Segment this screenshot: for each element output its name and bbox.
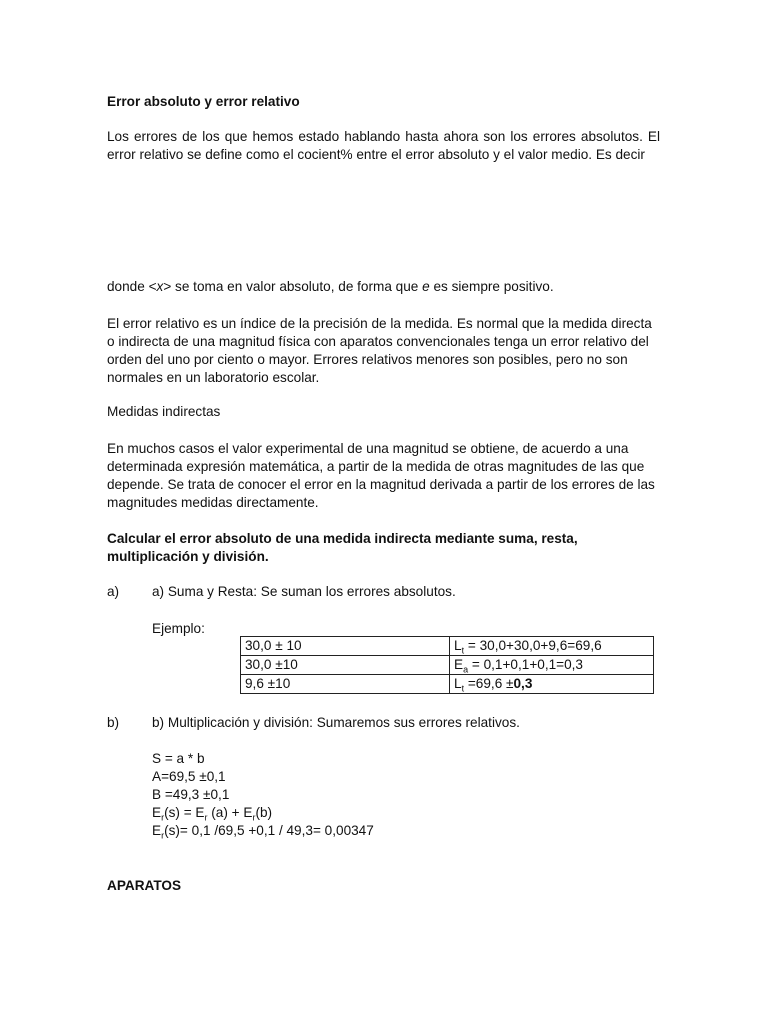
table-cell: $E_a = 0,1+0,1+0,1=0,3$ — [450, 656, 654, 675]
list-marker: a) — [107, 584, 120, 599]
table-row — [241, 637, 654, 656]
formula-line: B =49,3 ±0,1 — [152, 787, 230, 802]
formula-line: $E_r(s) = E_r$ $(a) + E_r(b)$ — [152, 805, 273, 823]
table-row — [241, 675, 654, 694]
table-cell: 9,6 ±10 — [241, 675, 450, 694]
aparatos-heading: APARATOS — [107, 878, 182, 893]
ejemplo-label: Ejemplo: — [152, 621, 205, 636]
paragraph-error-relativo: El error relativo es un índice de la precisión de la medida. Es normal que la medida directa o indirecta de una magnitud física con aparatos convencionales tenga un error relativo del orden del uno por ciento o mayor. Errores relativos menores son posibles, pero no son normales en un laboratorio escolar. — [107, 316, 652, 385]
page-title: Error absoluto y error relativo — [107, 94, 300, 109]
list-item-text: a) Suma y Resta: Se suman los errores absolutos. — [152, 584, 456, 599]
paragraph-donde: donde <x> se toma en valor absoluto, de forma que e es siempre positivo. — [107, 279, 554, 294]
table-cell: $L_t =69,6 \pm 0,3$ — [450, 675, 654, 694]
formula-line: S = a * b — [152, 751, 205, 766]
paragraph-medidas-indirectas: En muchos casos el valor experimental de una magnitud se obtiene, de acuerdo a una determinada expresión matemática, a partir de la medida de otras magnitudes de las que depende. Se trata de conocer el error en la magnitud derivada a partir de los errores de las magnitudes medidas directamente. — [107, 441, 655, 510]
list-item-text: b) Multiplicación y división: Sumaremos sus errores relativos. — [152, 715, 520, 730]
table-row — [241, 656, 654, 675]
list-marker: b) — [107, 715, 120, 730]
table-cell: 30,0 ±10 — [241, 656, 450, 675]
table-cell: $L_t = 30,0+30,0+9,6=69,6$ — [450, 637, 654, 656]
medidas-indirectas-heading: Medidas indirectas — [107, 404, 221, 419]
calcular-heading: Calcular el error absoluto de una medida indirecta mediante suma, resta, multiplicación y división. — [107, 531, 578, 564]
example-table — [240, 636, 654, 694]
formula-line: $E_r(s)= 0,1$ /69,5 +0,1 / 49,3= 0,00347 — [152, 823, 374, 841]
formula-line: A=69,5 ±0,1 — [152, 769, 226, 784]
paragraph-definition: Los errores de los que hemos estado hablando hasta ahora son los errores absolutos. El error relativo se define como el cocient% entre el error absoluto y el valor medio. Es decir — [107, 129, 660, 162]
table-cell: 30,0 ± 10 — [241, 637, 450, 656]
